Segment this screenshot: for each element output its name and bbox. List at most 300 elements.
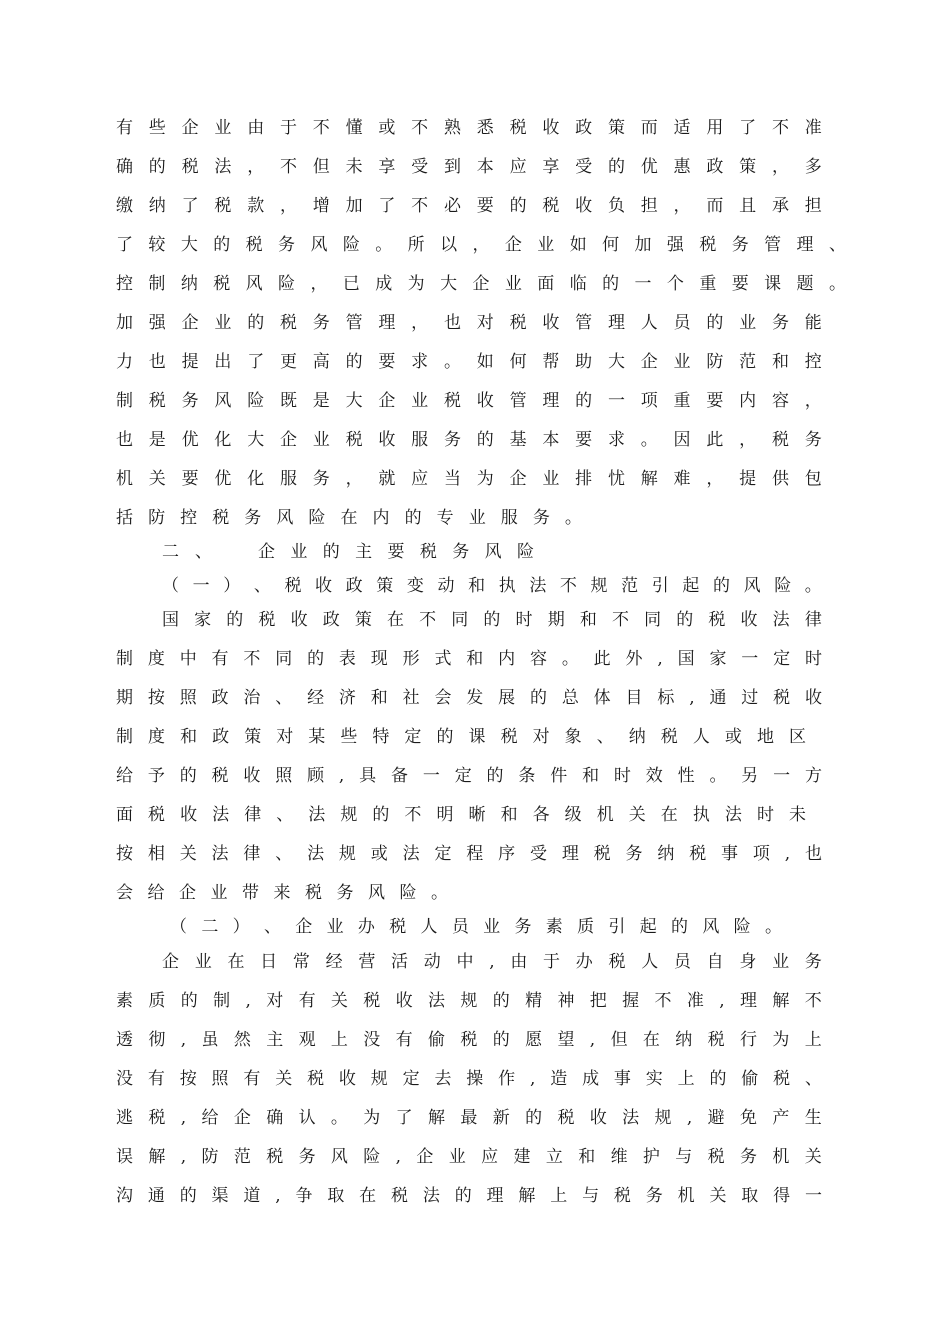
text-char: 偷 (428, 1030, 445, 1050)
text-char: 和 (500, 805, 518, 825)
text-char: 员 (673, 313, 691, 333)
text-char: 对 (266, 991, 284, 1011)
text-char: 形 (402, 649, 420, 669)
text-char: 风 (702, 917, 720, 937)
text-char: 业 (673, 352, 691, 372)
text-char: 此 (706, 430, 724, 450)
text-char: 也 (804, 844, 822, 864)
text-char: 不 (611, 610, 629, 630)
text-char: 不 (411, 196, 429, 216)
text-char: 控 (180, 508, 198, 528)
text-char: 对 (276, 727, 294, 747)
text-char: 具 (359, 766, 377, 786)
text-char: 和 (578, 1147, 596, 1167)
text-char: 括 (116, 508, 133, 528)
text-char: 业 (214, 313, 232, 333)
text-char: 作 (498, 1069, 516, 1089)
text-char: 规 (460, 991, 478, 1011)
text-char: 担 (804, 196, 822, 216)
text-char: 员 (451, 917, 469, 937)
text-char: 。 (375, 235, 393, 255)
text-line (116, 350, 822, 374)
text-line (116, 764, 822, 788)
text-char: 企 (295, 917, 313, 937)
text-char: 大 (607, 352, 625, 372)
text-char: 各 (532, 805, 550, 825)
text-char: 的 (436, 727, 454, 747)
text-char: 的 (575, 391, 593, 411)
text-char: 务 (645, 1186, 663, 1206)
text-char: 制 (116, 727, 133, 747)
text-char: 关 (179, 844, 197, 864)
text-char: 税 (307, 1069, 325, 1089)
text-char: 来 (273, 883, 291, 903)
text-char: , (529, 1069, 536, 1089)
text-char: 容 (771, 391, 789, 411)
text-line (116, 467, 822, 491)
text-char: 不 (804, 991, 822, 1011)
text-char: 税 (213, 274, 231, 294)
text-char: 按 (116, 844, 133, 864)
text-char: 风 (330, 1147, 348, 1167)
text-char: 高 (312, 352, 330, 372)
text-char: 变 (406, 576, 424, 596)
text-char: 质 (577, 917, 595, 937)
text-char: 惠 (673, 157, 691, 177)
text-char: 在 (386, 610, 404, 630)
text-line (116, 1028, 822, 1052)
text-char: 时 (804, 649, 822, 669)
text-char: 熟 (443, 118, 461, 138)
text-char: 风 (484, 542, 502, 562)
text-char: 。 (764, 917, 782, 937)
text-char: 优 (181, 430, 199, 450)
text-char: 应 (509, 157, 527, 177)
text-char: , (180, 1108, 187, 1128)
text-char: 税 (181, 157, 199, 177)
text-char: 内 (739, 391, 757, 411)
text-char: 企 (258, 542, 275, 562)
text-char: 的 (322, 542, 340, 562)
text-char: 负 (607, 196, 625, 216)
text-char: 业 (772, 952, 790, 972)
text-char: 不 (654, 991, 672, 1011)
text-char: 法 (428, 991, 445, 1011)
text-char: 级 (564, 805, 582, 825)
text-char: 的 (676, 610, 694, 630)
text-char: 会 (434, 688, 452, 708)
text-char: 法 (622, 1108, 640, 1128)
text-char: 税 (608, 952, 626, 972)
text-char: 式 (434, 649, 452, 669)
text-char: 的 (529, 688, 547, 708)
text-char: 没 (363, 1030, 381, 1050)
text-line (116, 1184, 822, 1208)
text-char: 外 (625, 649, 643, 669)
text-char: 收 (476, 391, 494, 411)
text-char: 强 (148, 313, 166, 333)
text-char: 规 (340, 805, 358, 825)
text-char: 标 (657, 688, 675, 708)
text-char: 的 (404, 508, 422, 528)
text-char: , (719, 991, 725, 1011)
text-char: 中 (179, 649, 197, 669)
text-char: 临 (569, 274, 587, 294)
text-char: , (245, 991, 251, 1011)
text-char: 增 (312, 196, 330, 216)
text-char: 社 (402, 688, 420, 708)
text-char: 纳 (180, 274, 198, 294)
text-char: 活 (391, 952, 409, 972)
text-char: 实 (645, 1069, 663, 1089)
text-char: 的 (492, 1030, 510, 1050)
text-char: 起 (682, 576, 700, 596)
text-char: （ (170, 917, 187, 937)
text-char: 、 (275, 688, 293, 708)
text-char: ） (223, 576, 241, 596)
text-char: 。 (561, 649, 579, 669)
text-char: 基 (509, 430, 527, 450)
text-char: 是 (312, 391, 330, 411)
text-char: 所 (407, 235, 425, 255)
text-char: 机 (677, 1186, 695, 1206)
text-char: 理 (607, 313, 625, 333)
text-char: 动 (423, 952, 441, 972)
text-char: 神 (557, 991, 575, 1011)
text-char: 纳 (657, 844, 675, 864)
text-char: 担 (640, 196, 658, 216)
text-char: 人 (641, 952, 659, 972)
text-char: 准 (686, 991, 704, 1011)
text-char: 不 (771, 118, 789, 138)
text-char: 不 (419, 610, 437, 630)
text-char: 风 (245, 274, 263, 294)
text-char: 把 (589, 991, 607, 1011)
text-char: 税 (557, 1108, 575, 1128)
text-char: 和 (771, 352, 789, 372)
text-char: 上 (804, 1030, 822, 1050)
text-char: 不 (312, 118, 330, 138)
text-char: 内 (372, 508, 390, 528)
text-char: 同 (644, 610, 662, 630)
text-char: 法 (214, 157, 232, 177)
text-char: 规 (654, 1108, 672, 1128)
text-char: 加 (116, 313, 133, 333)
text-char: 序 (498, 844, 516, 864)
text-char: 策 (739, 157, 757, 177)
text-char: 的 (483, 610, 501, 630)
text-char: 企 (179, 883, 196, 903)
text-char: 缴 (116, 196, 133, 216)
text-char: 维 (610, 1147, 628, 1167)
text-char: 争 (295, 1186, 313, 1206)
text-char: 要 (378, 352, 396, 372)
text-char: 国 (677, 649, 695, 669)
text-char: 机 (596, 805, 614, 825)
text-char: 相 (147, 844, 165, 864)
text-char: 或 (378, 118, 396, 138)
text-char: 受 (575, 157, 593, 177)
text-char: 务 (532, 508, 550, 528)
text-char: 虽 (201, 1030, 219, 1050)
text-char: , (784, 844, 791, 864)
text-char: 法 (724, 805, 742, 825)
text-char: 定 (402, 1069, 420, 1089)
text-char: 一 (422, 766, 440, 786)
text-char: 业 (214, 118, 232, 138)
text-char: 上 (550, 1186, 568, 1206)
text-char: 税 (613, 1186, 631, 1206)
text-char: 给 (201, 1108, 219, 1128)
text-char: 避 (707, 1108, 725, 1128)
text-char: 现 (370, 649, 388, 669)
text-char: 企 (233, 1108, 251, 1128)
text-char: 课 (468, 727, 486, 747)
text-char: 观 (298, 1030, 316, 1050)
text-char: , (180, 1030, 187, 1050)
text-char: 解 (518, 1186, 536, 1206)
text-char: 此 (593, 649, 611, 669)
text-char: 税 (419, 542, 437, 562)
text-char: 中 (456, 952, 474, 972)
text-char: 受 (411, 157, 429, 177)
text-char: 税 (707, 1030, 725, 1050)
text-char: 和 (180, 727, 198, 747)
text-char: 收 (740, 610, 758, 630)
text-char: 免 (740, 1108, 757, 1128)
text-char: 务 (278, 235, 296, 255)
text-char: 供 (771, 469, 789, 489)
text-char: 承 (771, 196, 789, 216)
text-char: 险 (363, 1147, 381, 1167)
text-char: , (338, 766, 345, 786)
text-char: 条 (518, 766, 536, 786)
text-char: 务 (298, 1147, 316, 1167)
text-char: 象 (564, 727, 582, 747)
text-char: 。 (330, 1108, 348, 1128)
text-char: 规 (370, 1069, 388, 1089)
text-char: 已 (342, 274, 360, 294)
text-char: 策 (607, 118, 625, 138)
text-char: ， (310, 274, 328, 294)
text-char: 务 (804, 952, 822, 972)
text-char: 和 (579, 610, 597, 630)
text-char: 或 (724, 727, 742, 747)
text-char: 同 (275, 649, 293, 669)
text-char: 税 (509, 313, 527, 333)
text-char: 法 (422, 1186, 440, 1206)
text-char: 法 (307, 844, 325, 864)
text-char: 务 (312, 313, 330, 333)
text-char: 通 (709, 688, 727, 708)
text-char: 但 (610, 1030, 628, 1050)
text-char: 不 (279, 157, 297, 177)
text-char: 成 (375, 274, 393, 294)
text-char: 企 (472, 274, 490, 294)
text-char: 策 (354, 610, 372, 630)
text-line (116, 428, 822, 452)
text-char: 税 (214, 196, 232, 216)
text-char: 律 (244, 805, 262, 825)
text-char: 行 (740, 1030, 757, 1050)
text-char: 的 (307, 649, 325, 669)
text-char: 营 (358, 952, 376, 972)
subsection-heading (170, 915, 782, 939)
text-char: 通 (147, 1186, 165, 1206)
text-char: 管 (345, 313, 363, 333)
text-char: ， (706, 469, 724, 489)
text-char: 范 (233, 1147, 251, 1167)
text-char: 何 (509, 352, 527, 372)
text-char: 目 (625, 688, 643, 708)
text-char: 一 (607, 391, 625, 411)
text-char: , (589, 1030, 596, 1050)
text-char: 务 (514, 917, 532, 937)
text-char: 的 (486, 766, 504, 786)
text-char: 税 (593, 844, 611, 864)
text-char: 在 (642, 1030, 660, 1050)
text-char: （ (162, 576, 179, 596)
text-char: 税 (660, 727, 678, 747)
text-char: 、 (275, 844, 293, 864)
text-char: 在 (227, 952, 245, 972)
text-char: 业 (448, 1147, 466, 1167)
text-char: 了 (739, 118, 757, 138)
text-char: , (686, 1108, 693, 1128)
text-char: 关 (709, 1186, 727, 1206)
text-char: 一 (192, 576, 210, 596)
text-char: 既 (279, 391, 297, 411)
text-char: 人 (640, 313, 658, 333)
text-char: 立 (545, 1147, 563, 1167)
text-char: ， (771, 157, 789, 177)
text-char: 业 (312, 430, 330, 450)
text-char: 对 (476, 313, 494, 333)
text-char: 、 (596, 727, 614, 747)
text-char: 懂 (345, 118, 363, 138)
text-char: 助 (575, 352, 593, 372)
text-char: 生 (804, 1108, 822, 1128)
text-char: 加 (634, 235, 652, 255)
text-char: , (657, 649, 663, 669)
text-char: 经 (325, 952, 343, 972)
text-char: 取 (741, 1186, 759, 1206)
text-char: 与 (675, 1147, 693, 1167)
text-char: 排 (575, 469, 593, 489)
text-char: 的 (607, 157, 625, 177)
text-char: 自 (706, 952, 724, 972)
text-char: 些 (340, 727, 358, 747)
text-char: 税 (389, 917, 407, 937)
text-char: 优 (214, 469, 232, 489)
text-char: 务 (443, 430, 461, 450)
text-char: 控 (116, 274, 133, 294)
text-char: 和 (466, 649, 484, 669)
text-char: 业 (326, 917, 344, 937)
text-char: 。 (828, 274, 846, 294)
text-char: 强 (666, 235, 684, 255)
text-char: 和 (370, 688, 388, 708)
text-char: 税 (689, 844, 707, 864)
text-char: 求 (411, 352, 429, 372)
text-char: 的 (372, 805, 390, 825)
text-char: ） (232, 917, 250, 937)
text-char: , (395, 1147, 402, 1167)
text-char: 如 (569, 235, 587, 255)
text-char: 应 (411, 469, 429, 489)
text-char: 制 (116, 649, 133, 669)
text-char: 内 (498, 649, 516, 669)
text-char: 经 (307, 688, 325, 708)
text-char: 求 (607, 430, 625, 450)
text-char: 素 (545, 917, 563, 937)
text-char: 治 (243, 688, 261, 708)
text-char: 事 (613, 1069, 631, 1089)
text-char: 、 (195, 542, 212, 562)
text-line (116, 1106, 822, 1130)
text-char: 的 (345, 352, 363, 372)
text-char: 。 (709, 766, 727, 786)
text-char: 得 (773, 1186, 791, 1206)
text-line (116, 686, 822, 710)
text-char: , (689, 688, 695, 708)
text-char: 。 (443, 352, 461, 372)
text-char: 面 (537, 274, 555, 294)
text-char: 家 (709, 649, 727, 669)
text-char: 业 (411, 391, 429, 411)
text-char: 企 (181, 118, 199, 138)
text-char: 为 (772, 1030, 790, 1050)
text-char: 上 (330, 1030, 348, 1050)
text-char: 的 (712, 576, 730, 596)
text-char: 收 (395, 991, 413, 1011)
text-char: 税 (305, 883, 322, 903)
text-char: 质 (148, 991, 166, 1011)
text-char: 险 (517, 542, 534, 562)
text-char: 望 (557, 1030, 575, 1050)
text-char: 法 (402, 844, 420, 864)
text-char: 操 (466, 1069, 484, 1089)
text-char: 的 (226, 610, 244, 630)
text-char: 律 (804, 610, 822, 630)
text-char: 同 (451, 610, 469, 630)
text-char: 、 (263, 917, 281, 937)
text-char: 务 (244, 508, 262, 528)
text-char: 偷 (741, 1069, 759, 1089)
text-char: 何 (602, 235, 620, 255)
text-char: 于 (279, 118, 297, 138)
text-char: 期 (116, 688, 133, 708)
text-char: ， (804, 391, 822, 411)
text-char: 服 (411, 430, 429, 450)
text-char: 风 (743, 576, 761, 596)
text-char: 收 (338, 1069, 356, 1089)
text-char: 政 (211, 688, 229, 708)
text-char: 务 (771, 313, 789, 333)
section-number (162, 540, 212, 564)
text-char: 日 (260, 952, 278, 972)
text-char: 给 (116, 766, 133, 786)
text-char: 多 (804, 157, 822, 177)
text-char: 提 (181, 352, 199, 372)
text-char: 的 (492, 991, 510, 1011)
text-char: 机 (116, 469, 133, 489)
text-char: 税 (148, 805, 166, 825)
text-char: 。 (431, 883, 448, 903)
text-char: 管 (509, 391, 527, 411)
text-char: 晰 (468, 805, 486, 825)
text-char: 身 (739, 952, 757, 972)
